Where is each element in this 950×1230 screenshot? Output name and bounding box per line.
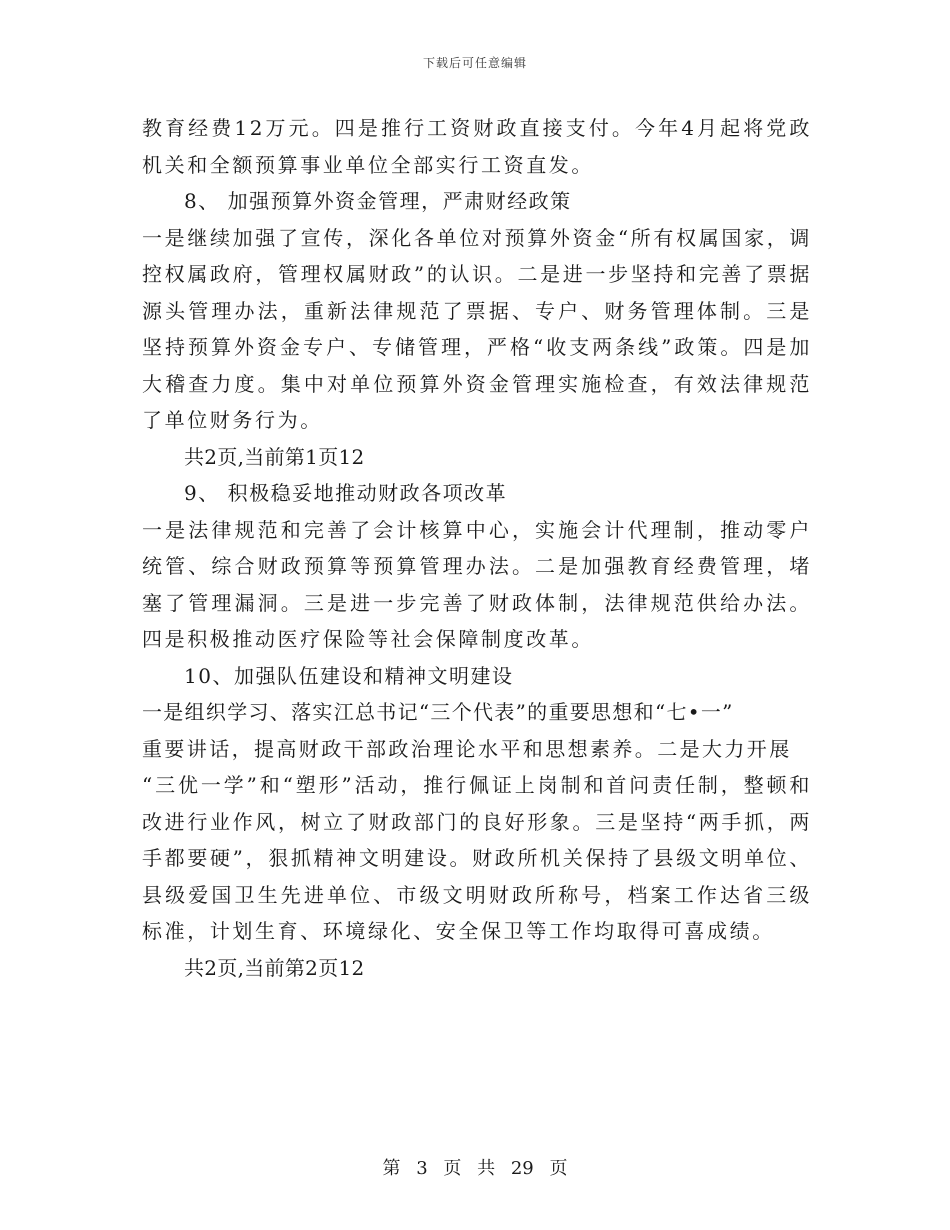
paragraph-fiscal-reform: 一是法律规范和完善了会计核算中心，实施会计代理制，推动零户统管、综合财政预算等预算管理办法。二是加强教育经费管理，堵塞了管理漏洞。三是进一步完善了财政体制，法律规范供给办法。四是积极推动医疗保险等社会保障制度改革。	[142, 517, 812, 651]
section-heading-9: 9、 积极稳妥地推动财政各项改革	[184, 481, 508, 505]
page-header: 下载后可任意编辑	[422, 56, 527, 70]
document-body	[142, 110, 812, 986]
page-note-1: 共2页,当前第1页12	[184, 444, 365, 469]
paragraph-team-building-line-2: 重要讲话，提高财政干部政治理论水平和思想素养。二是大力开展	[142, 736, 792, 761]
paragraph-team-building-line-1: 一是组织学习、落实江总书记“三个代表”的重要思想和“七•一”	[142, 700, 734, 724]
page-note-2: 共2页,当前第2页12	[184, 955, 365, 980]
paragraph-team-building-rest: “三优一学”和“塑形”活动，推行佩证上岗制和首问责任制，整顿和改进行业作风，树立了财政部门的良好形象。三是坚持“两手抓，两手都要硬”，狠抓精神文明建设。财政所机关保持了县级文明单位、县级爱国卫生先进单位、市级文明财政所称号，档案工作达省三级标准，计划生育、环境绿化、安全保卫等工作均取得可喜成绩。	[142, 773, 812, 943]
section-heading-10: 10、加强队伍建设和精神文明建设	[184, 663, 514, 688]
section-heading-8: 8、 加强预算外资金管理，严肃财经政策	[184, 189, 572, 213]
paragraph-education-fund: 教育经费12万元。四是推行工资财政直接支付。今年4月起将党政机关和全额预算事业单位全部实行工资直发。	[142, 116, 812, 177]
page-footer: 第 3 页 共 29 页	[382, 1158, 568, 1179]
paragraph-extrabudget-funds: 一是继续加强了宣传，深化各单位对预算外资金“所有权属国家，调控权属政府，管理权属财政”的认识。二是进一步坚持和完善了票据源头管理办法，重新法律规范了票据、专户、财务管理体制。三是坚持预算外资金专户、专储管理，严格“收支两条线”政策。四是加大稽查力度。集中对单位预算外资金管理实施检查，有效法律规范了单位财务行为。	[142, 225, 812, 432]
